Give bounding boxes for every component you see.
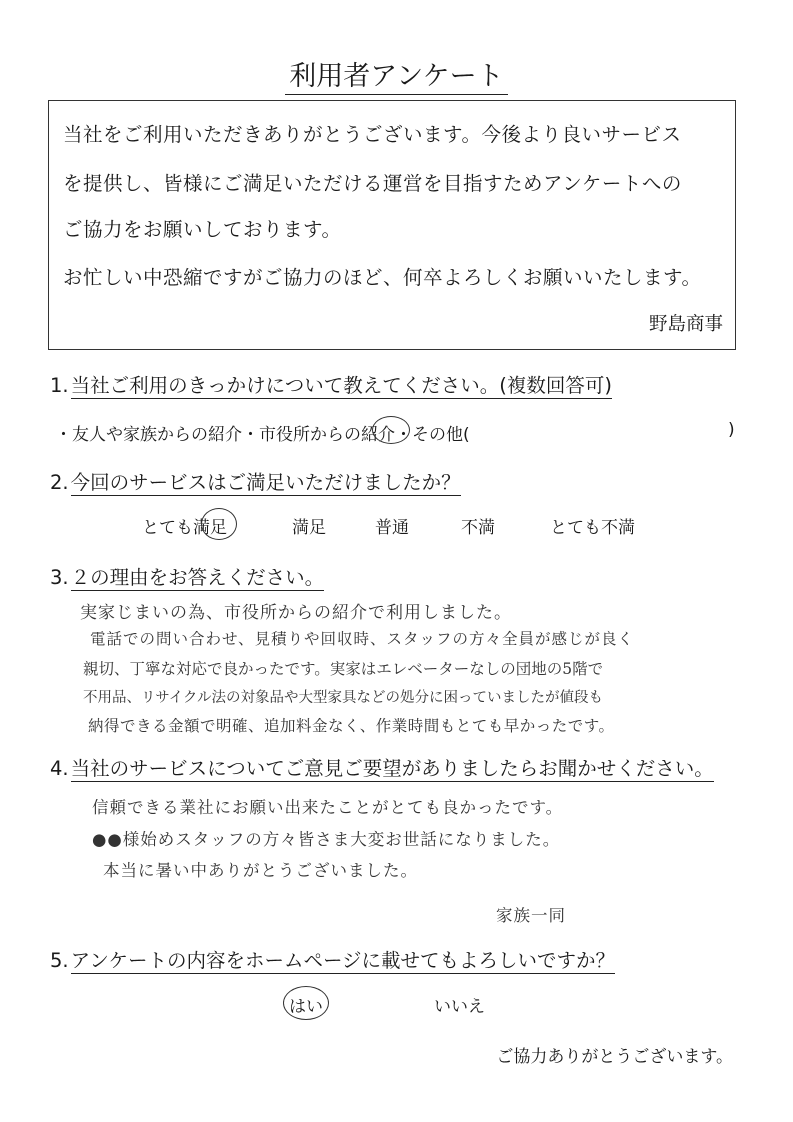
question-number: 2. <box>50 471 69 494</box>
q3-answer-line: 不用品、リサイクル法の対象品や大型家具などの処分に困っていましたが値段も <box>83 690 603 706</box>
question-text: アンケートの内容をホームページに載せてもよろしいですか？ <box>70 949 616 972</box>
answer-circle <box>372 416 410 444</box>
q2-option: 不満 <box>461 518 495 538</box>
question-number: 4. <box>50 757 69 780</box>
question-text: ２の理由をお答えください。 <box>70 566 325 589</box>
question-1 <box>50 370 612 398</box>
question-number: 5. <box>50 949 69 972</box>
question-text: 今回のサービスはご満足いただけましたか？ <box>70 471 461 494</box>
intro-line: ご協力をお願いしております。 <box>63 218 342 241</box>
q5-option: いいえ <box>434 997 485 1017</box>
company-name: 野島商事 <box>648 314 723 335</box>
signature: 家族一同 <box>496 906 566 925</box>
q1-close-paren: ) <box>728 420 735 440</box>
q3-answer-line: 親切、丁寧な対応で良かったです。実家はエレベーターなしの団地の5階で <box>83 660 604 678</box>
question-number: 1. <box>50 374 69 397</box>
answer-circle <box>283 986 329 1020</box>
intro-line: 当社をご利用いただきありがとうございます。今後より良いサービス <box>63 123 682 146</box>
question-text: 当社のサービスについてご意見ご要望がありましたらお聞かせください。 <box>70 757 714 780</box>
question-4 <box>50 753 714 781</box>
question-text: 当社ご利用のきっかけについて教えてください。(複数回答可) <box>70 374 612 397</box>
q3-answer-line: 電話での問い合わせ、見積りや回収時、スタッフの方々全員が感じが良く <box>90 630 635 648</box>
q2-option: とても不満 <box>550 518 635 538</box>
intro-line: お忙しい中恐縮ですがご協力のほど、何卒よろしくお願いいたします。 <box>63 266 702 289</box>
q5-option: はい <box>289 997 323 1017</box>
q4-answer-line: ●●様始めスタッフの方々皆さま大変お世話になりました。 <box>92 830 561 849</box>
answer-circle <box>201 508 237 540</box>
q3-answer-line: 納得できる金額で明確、追加料金なく、作業時間もとても早かったです。 <box>88 717 615 735</box>
page-title: 利用者アンケート <box>0 54 793 93</box>
question-2 <box>50 467 461 495</box>
intro-line: を提供し、皆様にご満足いただける運営を目指すためアンケートへの <box>63 172 682 195</box>
q3-answer-line: 実家じまいの為、市役所からの紹介で利用しました。 <box>80 603 512 623</box>
question-3 <box>50 562 324 590</box>
q2-option: 普通 <box>375 518 409 538</box>
question-number: 3. <box>50 566 69 589</box>
q4-answer-line: 本当に暑い中ありがとうございました。 <box>103 861 418 880</box>
q4-answer-line: 信頼できる業社にお願い出来たことがとても良かったです。 <box>92 798 564 817</box>
q2-option: とても満足 <box>142 518 227 538</box>
q1-options: ・友人や家族からの紹介・市役所からの紹介・その他( <box>55 425 470 445</box>
question-5 <box>50 945 615 973</box>
q2-option: 満足 <box>292 518 326 538</box>
closing-text: ご協力ありがとうございます。 <box>496 1047 733 1067</box>
